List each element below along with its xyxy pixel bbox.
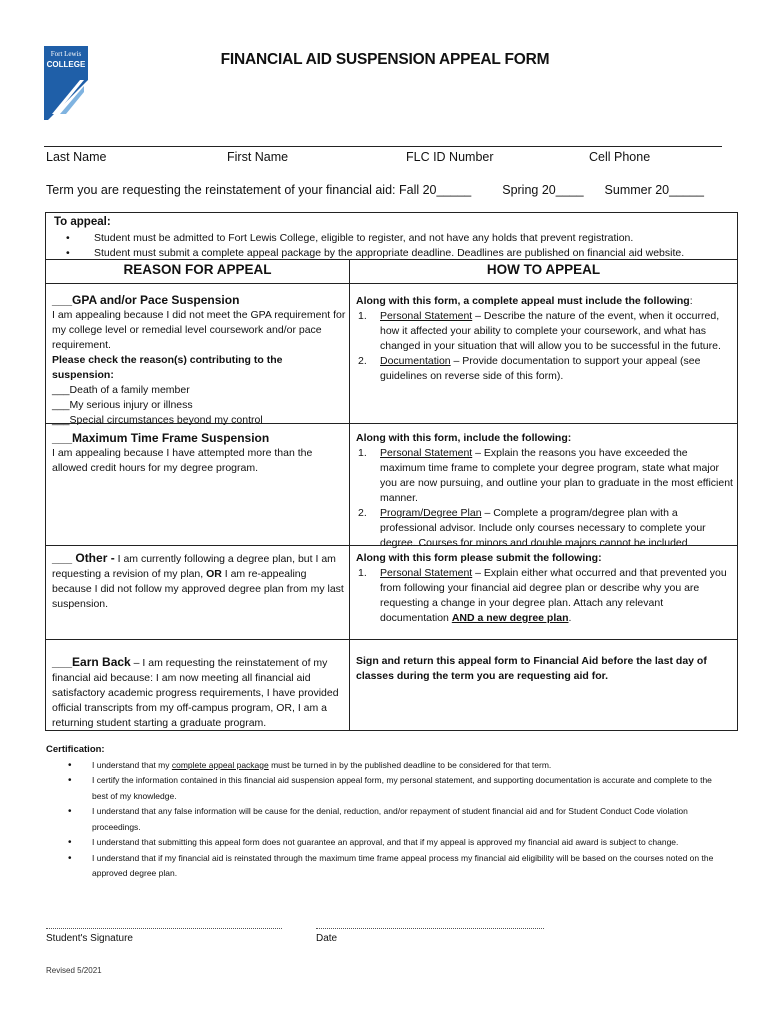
date-line[interactable] [316, 928, 544, 929]
term-prompt: Term you are requesting the reinstatement of your financial aid: [46, 183, 396, 197]
reason-gpa [52, 293, 346, 428]
date-label: Date [316, 933, 338, 944]
certification-section [46, 742, 726, 882]
logo-text-2: COLLEGE [46, 60, 86, 69]
revised-date: Revised 5/2021 [46, 966, 102, 975]
form-title: FINANCIAL AID SUSPENSION APPEAL FORM [220, 51, 550, 68]
personal-statement-link: Personal Statement [380, 310, 473, 322]
how-max-lead: Along with this form, include the following: [356, 432, 572, 444]
max-time-text: I am appealing because I have attempted more than the allowed credit hours for my degree program. [52, 447, 313, 474]
first-name-label: First Name [227, 150, 289, 164]
student-signature-line[interactable] [46, 928, 282, 929]
last-name-label: Last Name [46, 150, 107, 164]
list-item: • I understand that any false information will be cause for the denial, reduction, and/or repayment of student financial aid and for Student Conduct Code violation proceedings. [68, 804, 726, 835]
how-other: Along with this form please submit the following: 1. Personal Statement – Explain either what occurred and that prevented you from following your financial aid degree plan or describe why you are requesting a change in your degree plan. Attach any relevant documentation AND a new degree plan. [356, 552, 727, 624]
term-row [46, 183, 704, 197]
other-title[interactable]: ___ Other - [52, 551, 115, 565]
list-item: • I understand that if my financial aid is reinstated through the maximum time frame appeal process my financial aid eligibility will be based on the courses noted on the approved degree plan. [68, 851, 726, 882]
list-item: • I understand that my complete appeal package must be turned in by the published deadline to be considered for that term. [68, 758, 726, 774]
how-gpa-lead: Along with this form, a complete appeal must include the following [356, 295, 690, 307]
to-appeal-list [66, 231, 684, 261]
option-injury[interactable]: ___My serious injury or illness [52, 399, 193, 411]
appeal-table [45, 212, 738, 731]
how-earn-back: Sign and return this appeal form to Financial Aid before the last day of classes during the term you are requesting aid for. [356, 655, 707, 682]
option-special[interactable]: ___Special circumstances beyond my control [52, 414, 263, 426]
gpa-prompt: Please check the reason(s) contributing to the suspension: [52, 354, 283, 381]
how-column-heading: HOW TO APPEAL [486, 262, 601, 277]
flc-id-label: FLC ID Number [406, 150, 494, 164]
list-item: • I understand that submitting this appeal form does not guarantee an approval, and that if my appeal is approved my financial aid award is subject to change. [68, 835, 726, 851]
gpa-title[interactable]: ___GPA and/or Pace Suspension [52, 293, 240, 307]
column-divider [349, 259, 350, 730]
term-spring[interactable]: Spring 20____ [502, 183, 584, 197]
student-signature-label: Student's Signature [46, 933, 133, 944]
reason-max-time [52, 431, 346, 476]
term-fall[interactable]: Fall 20_____ [398, 183, 472, 197]
list-item: • Student must be admitted to Fort Lewis College, eligible to register, and not have any holds that prevent registration. [66, 231, 684, 246]
option-death[interactable]: ___Death of a family member [52, 384, 190, 396]
name-fields-line[interactable] [44, 146, 722, 147]
documentation-link: Documentation [380, 355, 451, 367]
list-item: • I certify the information contained in this financial aid suspension appeal form, my personal statement, and supporting documentation is accurate and complete to the best of my knowledge. [68, 773, 726, 804]
term-summer[interactable]: Summer 20_____ [604, 183, 704, 197]
how-max-time: Along with this form, include the following: 1. Personal Statement – Explain the reasons you have exceeded the maximum time frame to complete your degree program, state what major you are now pursuing, and outline your plan to graduate in the most efficient manner. 2. Program/Degree Plan – Complete a program/degree plan with a professional advisor. Include only courses necessary to complete your degree. Courses for minors and double majors cannot be included. [356, 432, 733, 549]
reason-earn-back: ___Earn Back – I am requesting the reinstatement of my financial aid because: I am now meeting all financial aid satisfactory academic progress requirements, I have provided official transcripts from my off-campus program, OR, I am a returning student starting a graduate program. [52, 655, 339, 729]
reason-column-heading: REASON FOR APPEAL [123, 262, 272, 277]
to-appeal-heading: To appeal: [54, 216, 111, 228]
reason-other: ___ Other - I am currently following a degree plan, but I am requesting a revision of my plan, OR I am re-appealing because I did not follow my approved degree plan from my last suspension. [52, 551, 344, 610]
certification-heading: Certification: [46, 744, 105, 755]
how-gpa: Along with this form, a complete appeal must include the following: 1. Personal Statement – Describe the nature of the event, when it occurred, how it affected your ability to complete your coursework, and what has changed in your situation that will allow you to be successful in the future. 2. Documentation – Provide documentation to support your appeal (see guidelines on reverse side of this form). [356, 295, 721, 382]
logo-text-1: Fort Lewis [50, 50, 82, 58]
cell-phone-label: Cell Phone [589, 150, 651, 164]
earn-back-title[interactable]: ___Earn Back [52, 655, 131, 669]
list-item: • Student must submit a complete appeal package by the appropriate deadline. Deadlines are published on financial aid website. [66, 246, 684, 261]
max-time-title[interactable]: ___Maximum Time Frame Suspension [52, 431, 270, 445]
gpa-text: I am appealing because I did not meet the GPA requirement for my college level or remedial level coursework and/or pace requirement. [52, 309, 346, 351]
